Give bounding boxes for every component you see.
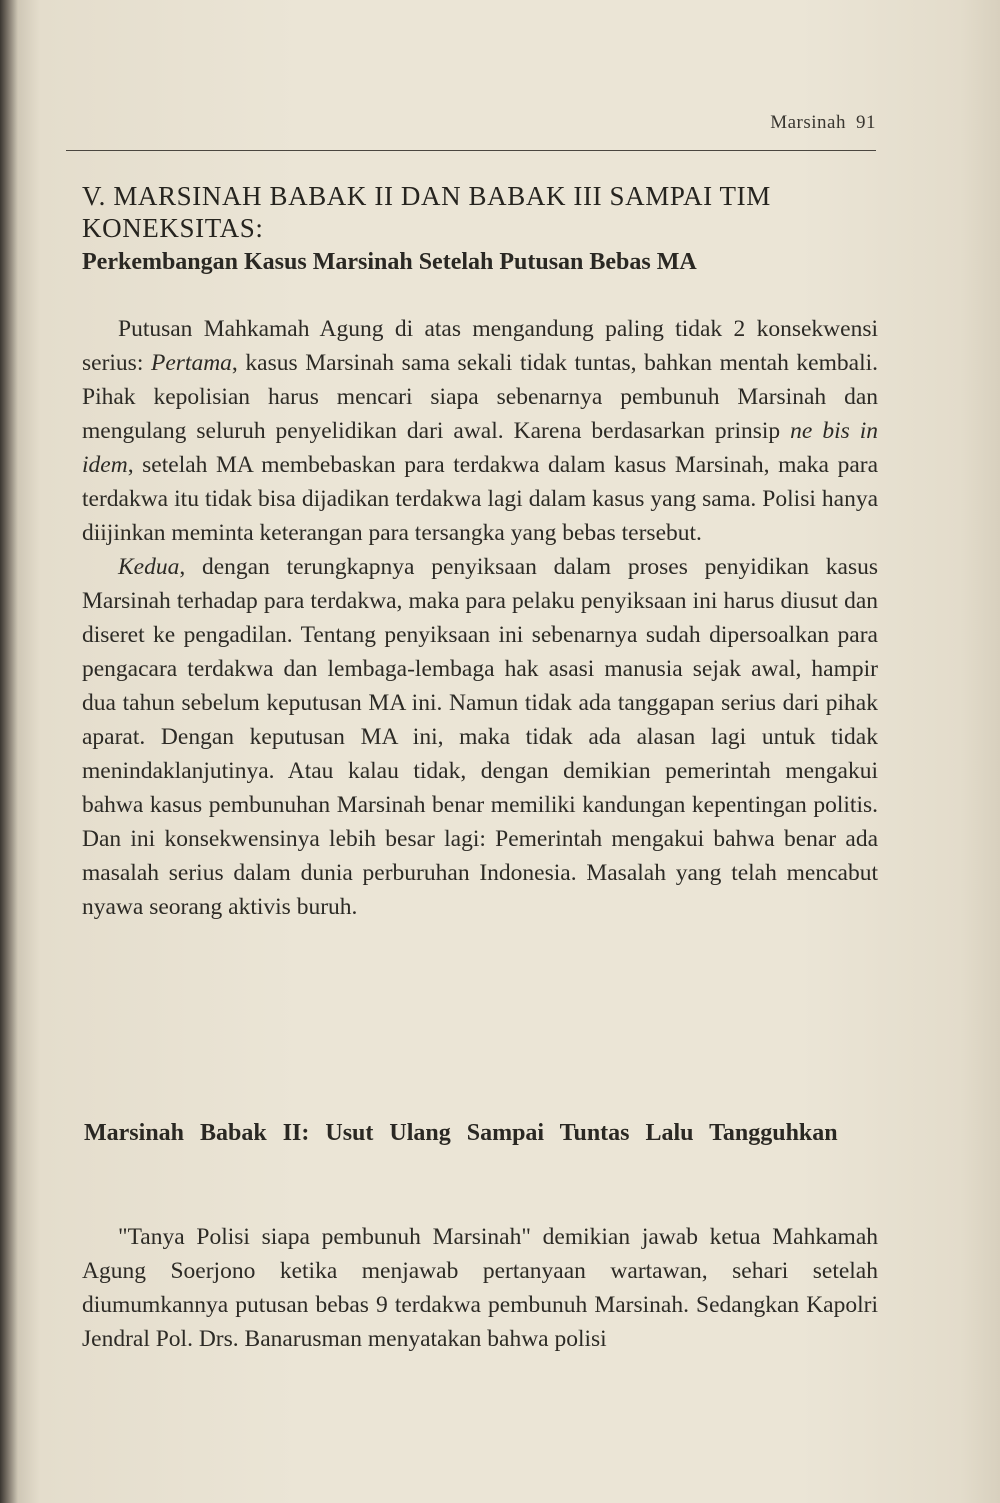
header-rule bbox=[66, 150, 876, 151]
paragraph-1-text-c: , setelah MA membebaskan para terdakwa dalam kasus Marsinah, maka para terdakwa itu tidak bisa dijadikan terdakwa lagi dalam kasus yang sama. Polisi hanya diijinkan meminta keterangan para tersangka yang bebas tersebut. bbox=[82, 452, 878, 546]
paragraph-1 bbox=[82, 312, 878, 550]
paragraph-2 bbox=[82, 550, 878, 924]
page-number: 91 bbox=[856, 112, 876, 133]
running-head bbox=[66, 112, 876, 134]
section-2-heading: Marsinah Babak II: Usut Ulang Sampai Tuntas Lalu Tangguhkan bbox=[84, 1120, 838, 1146]
emphasis-ne-bis-in-idem: ne bis in idem bbox=[82, 418, 878, 478]
chapter-subtitle: Perkembangan Kasus Marsinah Setelah Putusan Bebas MA bbox=[82, 249, 697, 275]
paragraph-2-text: , dengan terungkapnya penyiksaan dalam proses penyidikan kasus Marsinah terhadap para terdakwa, maka para pelaku penyiksaan ini harus diusut dan diseret ke pengadilan. Tentang penyiksaan ini sebenarnya sudah dipersoalkan para pengacara terdakwa dan lembaga-lembaga hak asasi manusia sejak awal, hampir dua tahun sebelum keputusan MA ini. Namun tidak ada tanggapan serius dari pihak aparat. Dengan keputusan MA ini, maka tidak ada alasan lagi untuk tidak menindaklanjutinya. Atau kalau tidak, dengan demikian pemerintah mengakui bahwa kasus pembunuhan Marsinah benar memiliki kandungan kepentingan politis. Dan ini konsekwensinya lebih besar lagi: Pemerintah mengakui bahwa benar ada masalah serius dalam dunia perburuhan Indonesia. Masalah yang telah mencabut nyawa seorang aktivis buruh. bbox=[82, 554, 878, 920]
section-2-body bbox=[82, 1220, 878, 1395]
paragraph-3: "Tanya Polisi siapa pembunuh Marsinah" demikian jawab ketua Mahkamah Agung Soerjono ketika menjawab pertanyaan wartawan, sehari setelah diumumkannya putusan bebas 9 terdakwa pembunuh Marsinah. Sedangkan Kapolri Jendral Pol. Drs. Banarusman menyatakan bahwa polisi bbox=[82, 1224, 878, 1352]
paragraph-1-text-b: , kasus Marsinah sama sekali tidak tuntas, bahkan mentah kembali. Pihak kepolisian harus mencari siapa sebenarnya pembunuh Marsinah dan mengulang seluruh penyelidikan dari awal. Karena berdasarkan prinsip bbox=[82, 350, 878, 444]
emphasis-kedua: Kedua bbox=[118, 554, 180, 580]
section-1-body bbox=[82, 312, 878, 1064]
chapter-title: V. MARSINAH BABAK II DAN BABAK III SAMPAI TIM KONEKSITAS: bbox=[82, 181, 771, 243]
emphasis-pertama: Pertama bbox=[150, 350, 232, 376]
paragraph-1-text-a: Putusan Mahkamah Agung di atas mengandung paling tidak 2 konsekwensi serius: bbox=[82, 316, 878, 376]
running-head-title: Marsinah bbox=[770, 112, 846, 133]
